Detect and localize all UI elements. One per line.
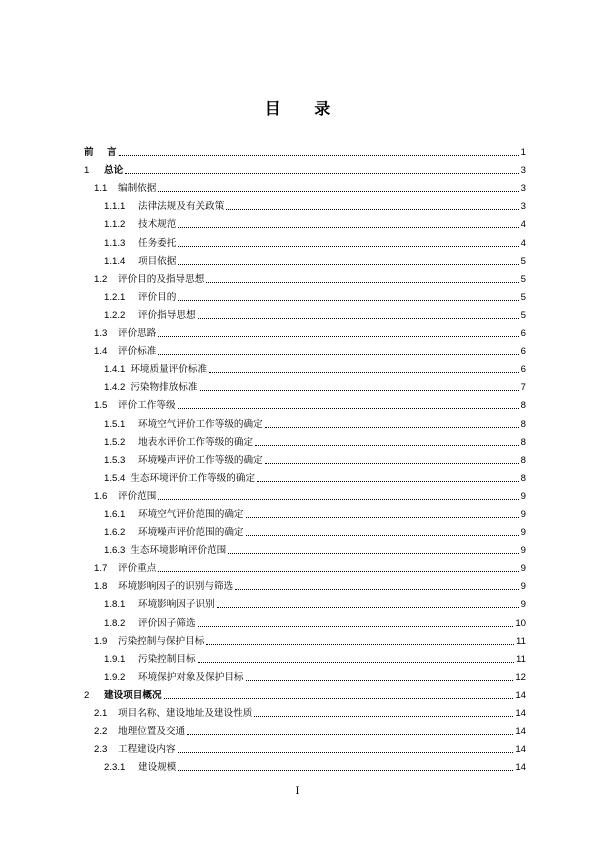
- toc-entry-page: 11: [516, 653, 526, 665]
- toc-entry-page: 14: [515, 762, 526, 774]
- toc-entry-title: 地表水评价工作等级的确定: [138, 436, 254, 448]
- toc-entry-title: 建设规模: [138, 762, 177, 774]
- toc-entry-title: 评价工作等级: [118, 400, 176, 412]
- toc-entry-title: 环境影响因子的识别与筛选: [118, 581, 234, 593]
- toc-entry-page: 8: [520, 400, 526, 412]
- toc-entry-page: 5: [520, 291, 526, 303]
- toc-entry-number: 1.9.1: [104, 653, 126, 665]
- toc-entry[interactable]: [84, 176, 526, 194]
- toc-entry-label: [94, 346, 156, 357]
- toc-entry-number: 2.2: [94, 726, 108, 738]
- toc-entry-number: 1.6.1: [104, 508, 126, 520]
- toc-entry-page: 8: [520, 472, 526, 484]
- toc-entry-number: 1.8.1: [104, 599, 126, 611]
- toc-entry-label: [104, 473, 255, 484]
- toc-entry-label: [104, 527, 244, 538]
- toc-entry-number: 1.5.3: [104, 454, 126, 466]
- toc-entry-number: 2: [84, 689, 90, 701]
- toc-entry-label: [104, 437, 253, 448]
- toc-entry[interactable]: [84, 357, 526, 375]
- toc-entry[interactable]: [84, 249, 526, 267]
- dot-leader: [158, 336, 518, 337]
- dot-leader: [209, 372, 519, 373]
- dot-leader: [265, 427, 519, 428]
- toc-entry[interactable]: [84, 466, 526, 484]
- toc-entry-page: 9: [520, 581, 526, 593]
- toc-entry[interactable]: [84, 484, 526, 502]
- dot-leader: [178, 246, 518, 247]
- dot-leader: [158, 499, 518, 500]
- toc-entry-title: 项目依据: [138, 255, 177, 267]
- toc-entry-label: [84, 690, 162, 701]
- toc-entry[interactable]: [84, 285, 526, 303]
- toc-entry-number: 1: [84, 165, 90, 177]
- toc-entry-title: 项目名称、建设地址及建设性质: [118, 708, 253, 719]
- toc-entry-label: [94, 726, 185, 737]
- toc-entry[interactable]: [84, 737, 526, 755]
- toc-entry-title: 技术规范: [138, 219, 177, 231]
- toc-entry-number: 1.9.2: [104, 671, 126, 683]
- toc-entry-title: 环境空气评价范围的确定: [138, 508, 244, 520]
- toc-entry-title: 污染控制目标: [138, 653, 196, 665]
- toc-entry-page: 14: [515, 744, 526, 756]
- dot-leader: [255, 445, 519, 446]
- dot-leader: [178, 227, 518, 228]
- dot-leader: [235, 589, 519, 590]
- dot-leader: [254, 716, 513, 717]
- toc-entry-page: 4: [520, 237, 526, 249]
- toc-entry-title: 环境空气评价工作等级的确定: [138, 418, 263, 430]
- toc-entry-title: 污染控制与保护目标: [118, 635, 205, 647]
- page-number: I: [295, 786, 300, 797]
- table-of-contents: [84, 140, 526, 773]
- dot-leader: [178, 770, 513, 771]
- toc-entry-number: 1.7: [94, 563, 108, 575]
- toc-entry-title: 生态环境影响评价范围: [130, 545, 227, 557]
- toc-entry-page: 8: [520, 436, 526, 448]
- toc-entry-page: 3: [520, 201, 526, 213]
- dot-leader: [158, 191, 518, 192]
- toc-entry-number: 1.2.1: [104, 291, 126, 303]
- toc-entry-title: 法律法规及有关政策: [138, 201, 225, 213]
- toc-entry-page: 4: [520, 219, 526, 231]
- toc-entry-number: 2.1: [94, 708, 108, 719]
- toc-entry-page: 6: [520, 364, 526, 376]
- toc-entry[interactable]: [84, 158, 526, 176]
- dot-leader: [226, 209, 518, 210]
- toc-entry-page: 5: [520, 255, 526, 267]
- dot-leader: [217, 607, 519, 608]
- toc-entry-page: 5: [520, 273, 526, 285]
- dot-leader: [198, 626, 514, 627]
- dot-leader: [178, 300, 518, 301]
- dot-leader: [206, 282, 518, 283]
- toc-entry-label: [104, 672, 244, 683]
- toc-entry-title: 污染物排放标准: [130, 382, 198, 394]
- toc-entry-number: 1.6: [94, 490, 108, 502]
- toc-entry-number: 1.6.3: [104, 545, 126, 557]
- toc-entry-label: [104, 762, 176, 773]
- toc-entry-number: 1.5.1: [104, 418, 126, 430]
- toc-entry-title: 生态环境评价工作等级的确定: [130, 472, 256, 484]
- toc-entry-label: [104, 201, 224, 212]
- toc-entry-page: 9: [520, 490, 526, 502]
- toc-entry-page: 8: [520, 454, 526, 466]
- dot-leader: [178, 752, 514, 753]
- toc-entry[interactable]: [84, 140, 526, 158]
- toc-entry[interactable]: [84, 303, 526, 321]
- dot-leader: [198, 662, 514, 663]
- toc-entry-number: 1.5.4: [104, 472, 126, 484]
- toc-entry-page: 6: [520, 346, 526, 358]
- toc-entry-number: 1.2.2: [104, 309, 126, 321]
- toc-entry-label: [94, 183, 156, 194]
- toc-entry[interactable]: [84, 647, 526, 665]
- toc-entry[interactable]: [84, 375, 526, 393]
- toc-entry[interactable]: [84, 339, 526, 357]
- toc-entry-label: [84, 147, 117, 158]
- toc-entry-label: [84, 165, 123, 176]
- toc-entry[interactable]: [84, 610, 526, 628]
- toc-entry-title: 环境噪声评价工作等级的确定: [138, 454, 263, 466]
- toc-entry-label: [104, 599, 215, 610]
- toc-entry-page: 8: [520, 418, 526, 430]
- toc-entry-page: 7: [520, 382, 526, 394]
- toc-entry-label: [104, 455, 263, 466]
- toc-entry-title: 地理位置及交通: [118, 726, 186, 738]
- toc-entry-number: 1.1.2: [104, 219, 126, 231]
- toc-entry-label: [94, 744, 176, 755]
- toc-entry-number: 1.4.2: [104, 382, 126, 394]
- toc-entry-label: [104, 509, 244, 520]
- toc-entry-page: 9: [520, 599, 526, 611]
- toc-entry-number: 2.3.1: [104, 762, 126, 774]
- page-title: 目 录: [264, 99, 345, 118]
- toc-entry-label: [94, 636, 204, 647]
- toc-entry-title: 总论: [104, 165, 124, 177]
- toc-entry-page: 10: [515, 617, 526, 629]
- toc-entry-title: 评价思路: [118, 328, 157, 340]
- toc-entry-title: 评价因子筛选: [138, 617, 196, 629]
- toc-entry-number: 1.6.2: [104, 527, 126, 539]
- toc-entry-label: [104, 618, 196, 629]
- dot-leader: [228, 553, 518, 554]
- toc-entry-label: [94, 563, 156, 574]
- toc-entry[interactable]: [84, 230, 526, 248]
- toc-entry-number: 1.1.3: [104, 237, 126, 249]
- dot-leader: [265, 463, 519, 464]
- toc-entry-page: 5: [520, 309, 526, 321]
- toc-entry-title: 任务委托: [138, 237, 177, 249]
- toc-entry[interactable]: [84, 538, 526, 556]
- toc-entry[interactable]: [84, 520, 526, 538]
- dot-leader: [119, 155, 519, 156]
- toc-entry-title: 评价目的: [138, 291, 177, 303]
- toc-entry-number: 1.4: [94, 346, 108, 358]
- toc-entry[interactable]: [84, 665, 526, 683]
- toc-entry-page: 14: [515, 689, 526, 701]
- toc-entry-number: 1.1.4: [104, 255, 126, 267]
- toc-entry-number: 1.8: [94, 581, 108, 593]
- toc-entry[interactable]: [84, 574, 526, 592]
- toc-entry[interactable]: [84, 212, 526, 230]
- toc-entry-page: 14: [515, 708, 526, 719]
- toc-entry[interactable]: [84, 629, 526, 647]
- toc-entry[interactable]: [84, 411, 526, 429]
- dot-leader: [246, 535, 519, 536]
- dot-leader: [246, 517, 519, 518]
- toc-entry-title: 环境噪声评价范围的确定: [138, 527, 244, 539]
- toc-entry-page: 6: [520, 328, 526, 340]
- toc-entry-page: 9: [520, 563, 526, 575]
- toc-entry-page: 3: [520, 183, 526, 195]
- toc-entry-label: [104, 364, 207, 375]
- toc-entry-title: 前 言: [84, 147, 117, 159]
- toc-entry-title: 评价目的及指导思想: [118, 273, 205, 285]
- toc-entry-label: [104, 310, 196, 321]
- toc-entry-page: 9: [520, 545, 526, 557]
- toc-entry-number: 2.3: [94, 744, 108, 756]
- dot-leader: [200, 390, 519, 391]
- toc-entry-page: 9: [520, 527, 526, 539]
- toc-entry-label: [94, 400, 176, 411]
- toc-entry[interactable]: [84, 592, 526, 610]
- toc-entry-page: 11: [516, 635, 526, 647]
- toc-entry[interactable]: [84, 701, 526, 719]
- dot-leader: [178, 408, 519, 409]
- dot-leader: [164, 698, 514, 699]
- toc-entry-title: 环境质量评价标准: [130, 364, 208, 376]
- toc-entry-number: 1.5.2: [104, 436, 126, 448]
- toc-entry-label: [94, 328, 156, 339]
- toc-entry-number: 1.1.1: [104, 201, 126, 213]
- toc-entry-label: [104, 292, 176, 303]
- toc-entry-number: 1.1: [94, 183, 108, 195]
- toc-entry-title: 评价指导思想: [138, 309, 196, 321]
- toc-entry-label: [94, 491, 156, 502]
- toc-entry-label: [94, 581, 233, 592]
- toc-entry-label: [104, 219, 176, 230]
- toc-entry[interactable]: [84, 556, 526, 574]
- toc-entry-number: 1.9: [94, 635, 108, 647]
- toc-entry-number: 1.8.2: [104, 617, 126, 629]
- dot-leader: [246, 680, 514, 681]
- dot-leader: [257, 481, 519, 482]
- toc-entry[interactable]: [84, 267, 526, 285]
- toc-entry-label: [94, 708, 252, 719]
- toc-entry-label: [94, 274, 204, 285]
- toc-entry-title: 工程建设内容: [118, 744, 176, 756]
- toc-entry-title: 建设项目概况: [104, 689, 162, 701]
- toc-entry-number: 1.3: [94, 328, 108, 340]
- dot-leader: [198, 318, 519, 319]
- toc-entry-title: 编制依据: [118, 183, 157, 195]
- toc-entry-page: 1: [520, 147, 526, 159]
- toc-entry-title: 环境保护对象及保护目标: [138, 671, 244, 683]
- toc-entry-number: 1.5: [94, 400, 108, 412]
- toc-entry[interactable]: [84, 719, 526, 737]
- toc-entry[interactable]: [84, 393, 526, 411]
- toc-entry[interactable]: [84, 430, 526, 448]
- toc-entry[interactable]: [84, 194, 526, 212]
- toc-entry-label: [104, 382, 198, 393]
- toc-entry-label: [104, 419, 263, 430]
- toc-entry[interactable]: [84, 321, 526, 339]
- toc-entry-page: 3: [520, 165, 526, 177]
- toc-entry-page: 12: [515, 671, 526, 683]
- dot-leader: [187, 734, 513, 735]
- toc-entry[interactable]: [84, 448, 526, 466]
- toc-entry-label: [104, 238, 176, 249]
- toc-entry-title: 评价范围: [118, 490, 157, 502]
- dot-leader: [125, 173, 518, 174]
- toc-entry-label: [104, 545, 226, 556]
- toc-entry-page: 9: [520, 508, 526, 520]
- dot-leader: [206, 644, 514, 645]
- dot-leader: [178, 264, 518, 265]
- toc-entry[interactable]: [84, 755, 526, 773]
- toc-entry-title: 评价标准: [118, 346, 157, 358]
- toc-entry-label: [104, 256, 176, 267]
- toc-entry-title: 环境影响因子识别: [138, 599, 215, 611]
- toc-entry[interactable]: [84, 502, 526, 520]
- toc-entry-number: 1.2: [94, 273, 108, 285]
- toc-entry-page: 14: [515, 726, 526, 738]
- dot-leader: [158, 571, 518, 572]
- toc-entry-number: 1.4.1: [104, 364, 126, 376]
- toc-entry[interactable]: [84, 683, 526, 701]
- toc-entry-label: [104, 654, 196, 665]
- dot-leader: [158, 354, 518, 355]
- toc-entry-title: 评价重点: [118, 563, 157, 575]
